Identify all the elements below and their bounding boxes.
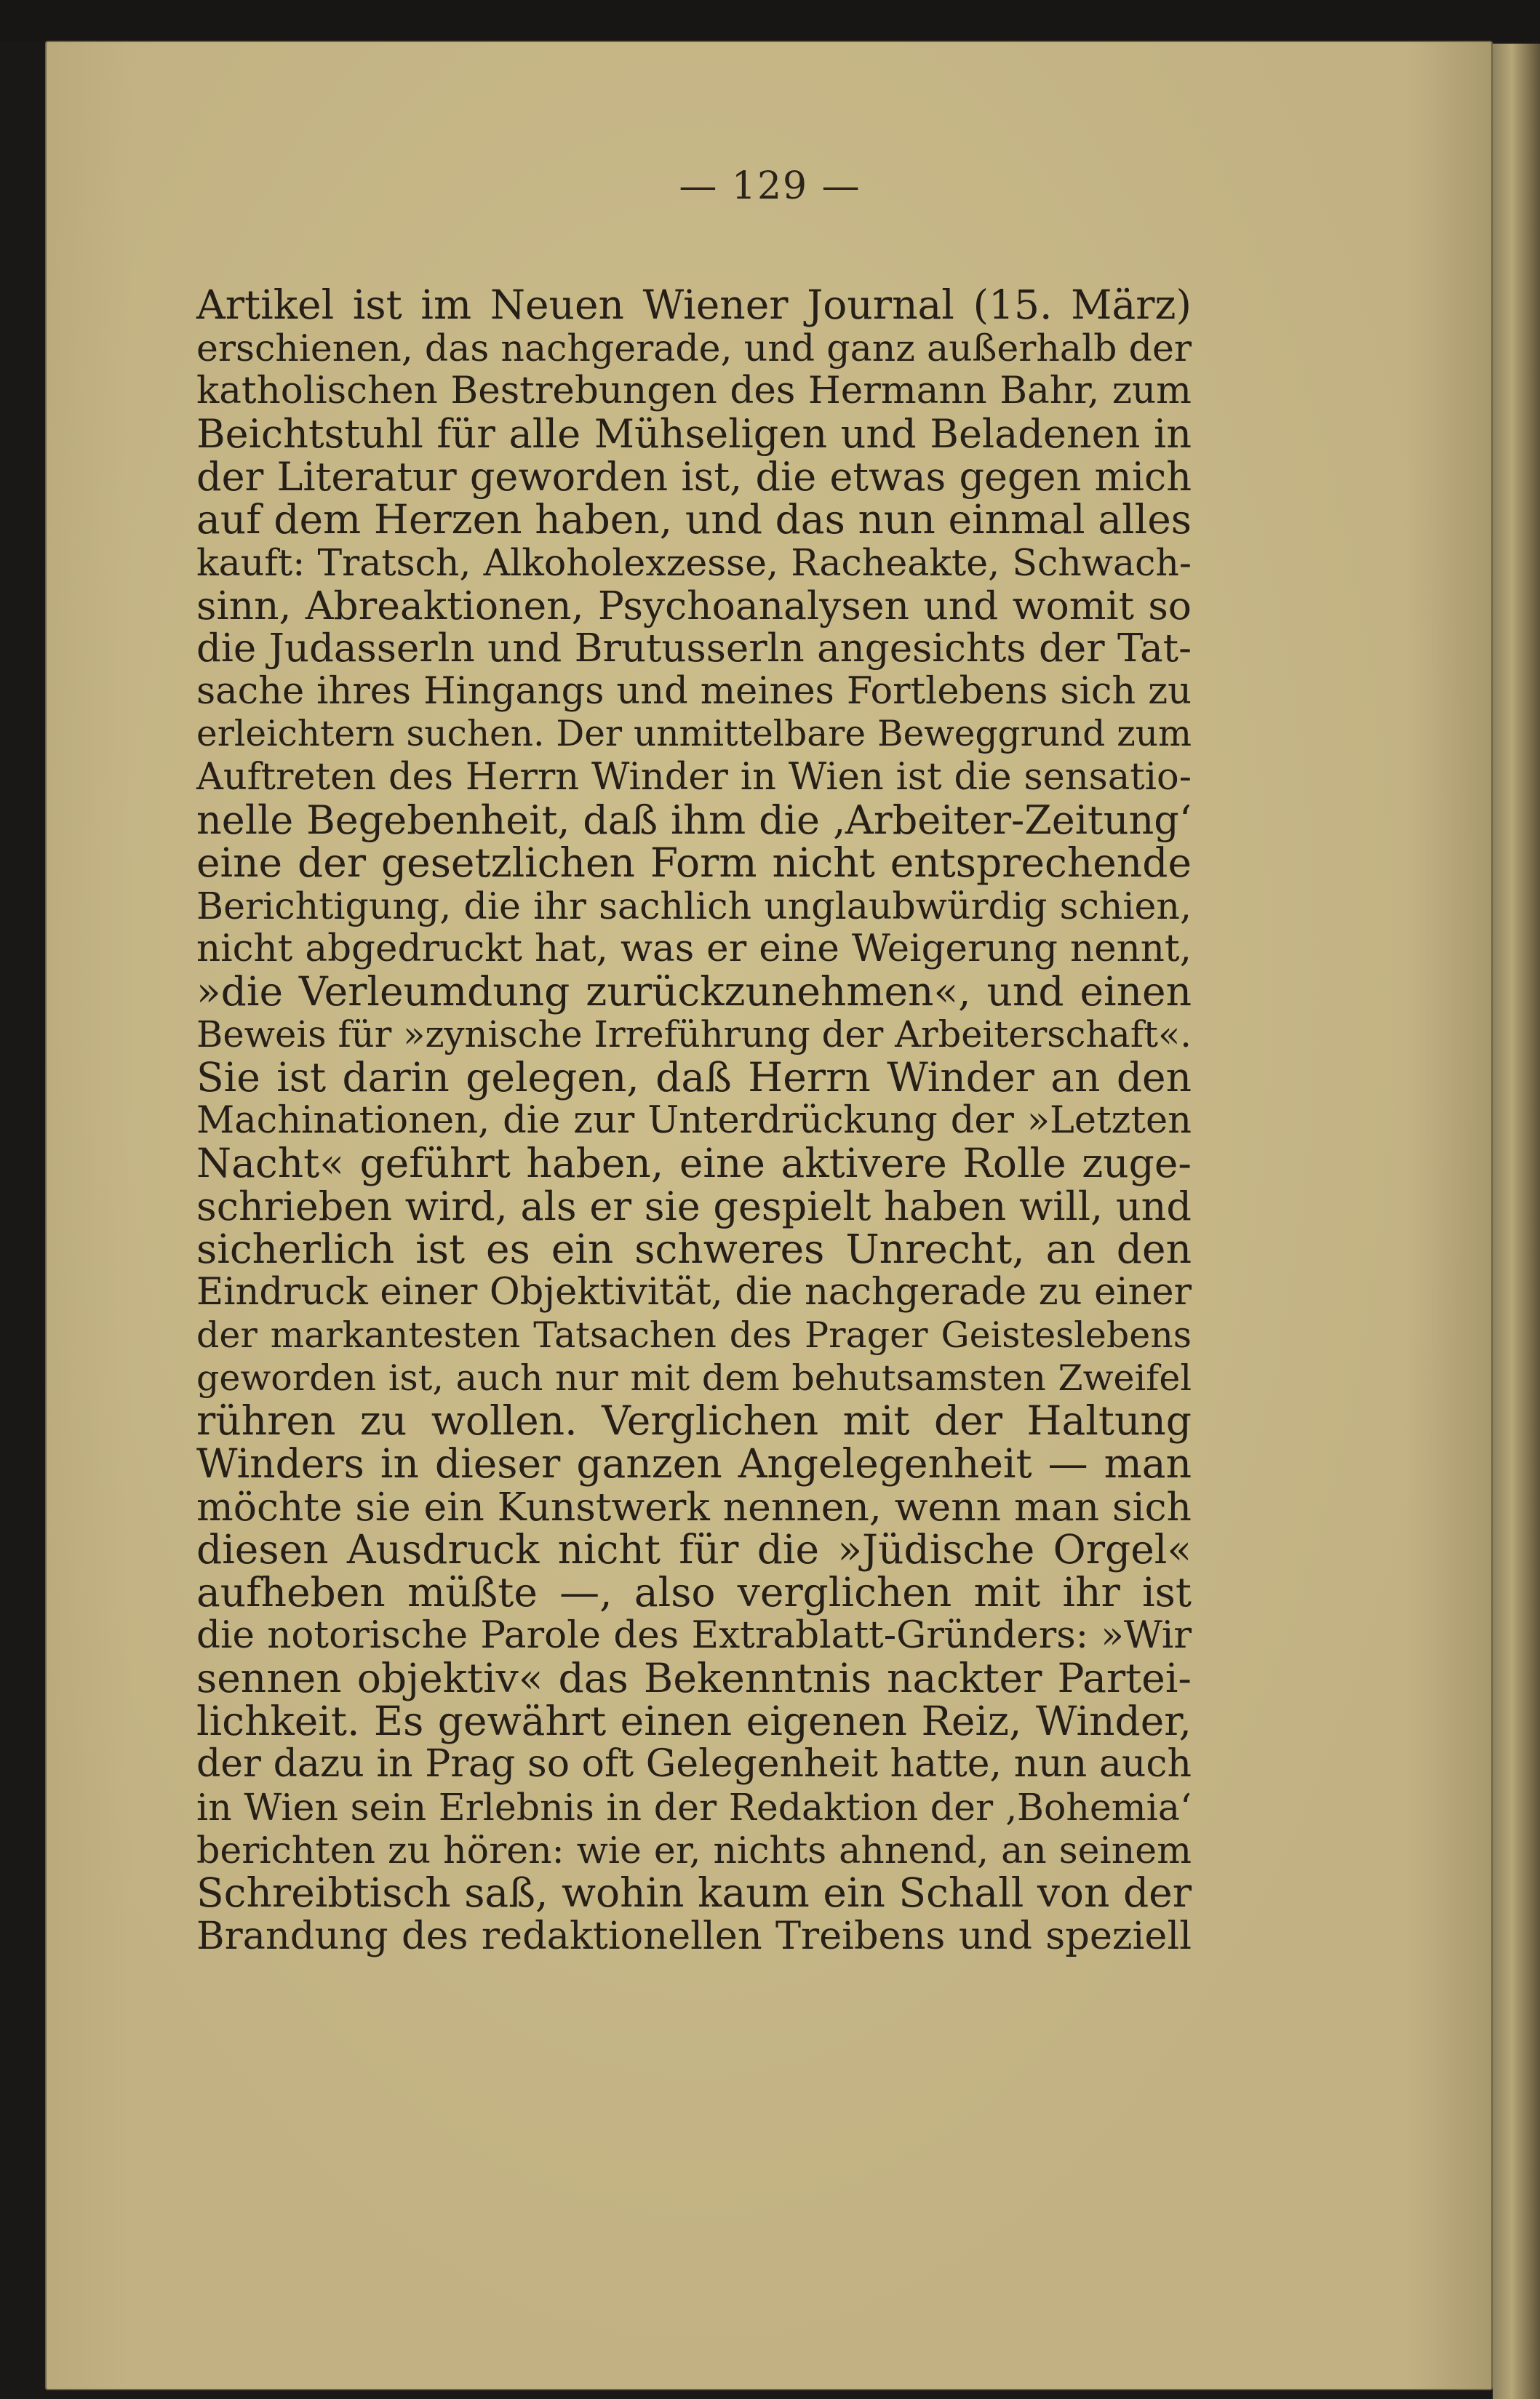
text-line: Artikel ist im Neuen Wiener Journal (15. März) <box>196 282 1192 328</box>
text-line: erschienen, das nachgerade, und ganz außerhalb der <box>196 327 1192 370</box>
text-line: Beichtstuhl für alle Mühseligen und Beladenen in <box>196 411 1192 457</box>
text-line: der dazu in Prag so oft Gelegenheit hatte, nun auch <box>196 1742 1192 1786</box>
text-line: Auftreten des Herrn Winder in Wien ist die sensatio- <box>196 756 1192 799</box>
text-line: Brandung des redaktionellen Treibens und speziell <box>196 1914 1192 1958</box>
body-text <box>196 284 1192 1957</box>
text-line: in Wien sein Erlebnis in der Redaktion der ‚Bohemia‘ <box>196 1786 1192 1829</box>
text-line: erleichtern suchen. Der unmittelbare Beweggrund zum <box>196 714 1192 754</box>
text-line: schrieben wird, als er sie gespielt haben will, und <box>196 1183 1192 1229</box>
text-line: die notorische Parole des Extrablatt-Gründers: »Wir <box>196 1613 1192 1657</box>
text-line: geworden ist, auch nur mit dem behutsamsten Zweifel <box>196 1357 1192 1399</box>
text-line: Nacht« geführt haben, eine aktivere Rolle zuge- <box>196 1140 1192 1186</box>
scan-top-edge <box>0 0 1540 41</box>
text-line: sache ihres Hingangs und meines Fortlebens sich zu <box>196 670 1192 713</box>
text-line: »die Verleumdung zurückzunehmen«, und einen <box>196 968 1192 1015</box>
text-line: auf dem Herzen haben, und das nun einmal alles <box>196 496 1192 543</box>
text-line: Beweis für »zynische Irreführung der Arbeiterschaft«. <box>196 1013 1192 1055</box>
text-line: Berichtigung, die ihr sachlich unglaubwürdig schien, <box>196 885 1192 927</box>
text-line: aufheben müßte —, also verglichen mit ihr ist <box>196 1569 1192 1616</box>
text-line: nelle Begebenheit, daß ihm die ‚Arbeiter-Zeitung‘ <box>196 797 1192 843</box>
text-line: die Judasserln und Brutusserln angesichts der Tat- <box>196 626 1192 671</box>
text-line: der markantesten Tatsachen des Prager Geisteslebens <box>196 1314 1192 1356</box>
text-line: Machinationen, die zur Unterdrückung der »Letzten <box>196 1099 1192 1142</box>
text-line: katholischen Bestrebungen des Hermann Bahr, zum <box>196 369 1192 412</box>
text-line: Eindruck einer Objektivität, die nachgerade zu einer <box>196 1271 1192 1314</box>
text-line: berichten zu hören: wie er, nichts ahnend, an seinem <box>196 1829 1192 1872</box>
text-line: sennen objektiv« das Bekenntnis nackter Partei- <box>196 1655 1192 1701</box>
text-line: diesen Ausdruck nicht für die »Jüdische Orgel« <box>196 1526 1192 1573</box>
page-number: — 129 — <box>679 164 861 208</box>
text-line: Winders in dieser ganzen Angelegenheit — man <box>196 1440 1192 1487</box>
text-line: nicht abgedruckt hat, was er eine Weigerung nennt, <box>196 927 1192 970</box>
text-line: möchte sie ein Kunstwerk nennen, wenn man sich <box>196 1484 1192 1530</box>
text-line: Schreibtisch saß, wohin kaum ein Schall von der <box>196 1869 1192 1916</box>
text-line: lichkeit. Es gewährt einen eigenen Reiz, Winder, <box>196 1698 1192 1744</box>
text-line: sinn, Abreaktionen, Psychoanalysen und womit so <box>196 583 1192 628</box>
text-line: sicherlich ist es ein schweres Unrecht, an den <box>196 1226 1192 1272</box>
text-line: kauft: Tratsch, Alkoholexzesse, Racheakte, Schwach- <box>196 541 1192 584</box>
text-line: eine der gesetzlichen Form nicht entsprechende <box>196 839 1192 886</box>
text-line: Sie ist darin gelegen, daß Herrn Winder an den <box>196 1054 1192 1101</box>
text-line: rühren zu wollen. Verglichen mit der Haltung <box>196 1397 1192 1444</box>
book-spine-edge <box>1493 44 1540 2399</box>
text-line: der Literatur geworden ist, die etwas gegen mich <box>196 454 1192 500</box>
